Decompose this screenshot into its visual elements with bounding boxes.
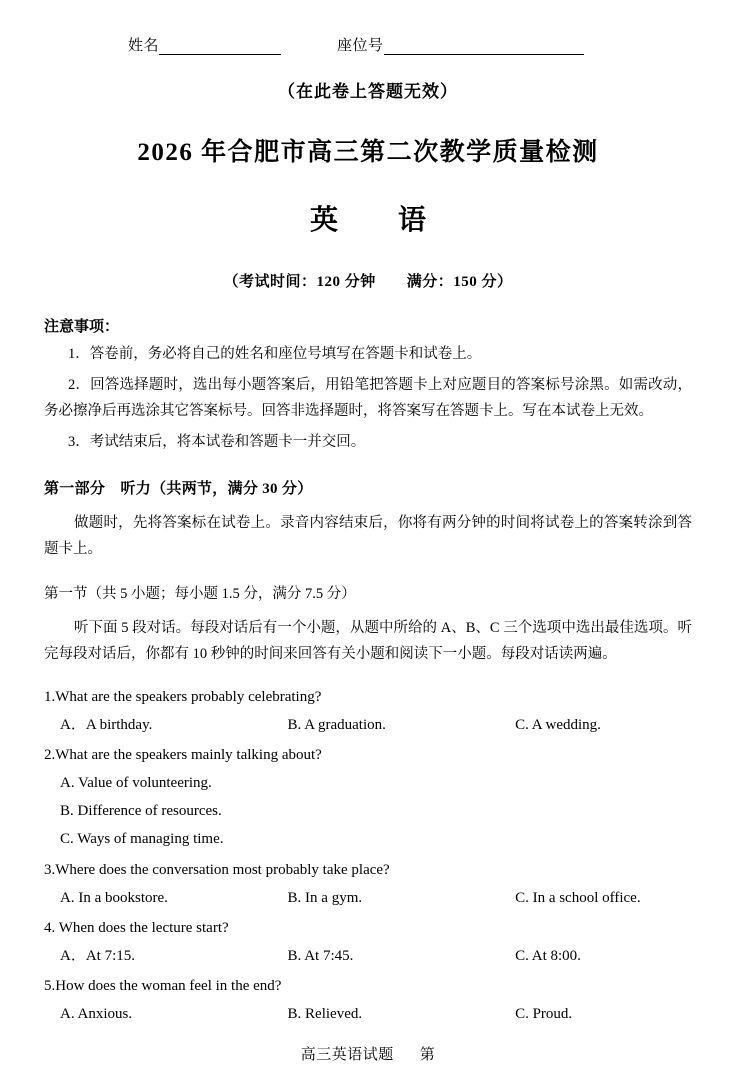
exam-info: （考试时间：120 分钟 满分：150 分）	[223, 274, 513, 290]
note-item: 1．答卷前，务必将自己的姓名和座位号填写在答题卡和试卷上。	[68, 346, 482, 362]
question-text	[44, 974, 692, 999]
option-b[interactable]: B. Difference of resources.	[60, 803, 222, 819]
option-a[interactable]: A．At 7:15.	[60, 948, 136, 964]
invalid-answer-notice: （在此卷上答题无效）	[278, 82, 458, 101]
question-number: 2.	[44, 747, 56, 763]
note-item: 3．考试结束后，将本试卷和答题卡一并交回。	[68, 434, 366, 450]
question-options	[44, 886, 692, 910]
option-a[interactable]: A. Anxious.	[60, 1006, 133, 1022]
question-body: When does the lecture start?	[55, 920, 229, 936]
name-blank[interactable]	[159, 41, 281, 55]
name-field	[128, 34, 281, 55]
note-item: 2．回答选择题时，选出每小题答案后，用铅笔把答题卡上对应题目的答案标号涂黑。如需改动，务必擦净后再选涂其它答案标号。回答非选择题时，将答案写在答题卡上。写在本试卷上无效。	[44, 377, 692, 419]
footer-title: 高三英语试题	[300, 1047, 394, 1063]
option-c[interactable]: C. A wedding.	[515, 717, 601, 733]
option-b[interactable]: B. Relieved.	[287, 1006, 363, 1022]
option-c[interactable]: C. In a school office.	[515, 890, 641, 906]
option-c[interactable]: C. Proud.	[515, 1006, 573, 1022]
subject-title: 英 语	[309, 205, 442, 236]
part-one-title: 第一部分 听力（共两节，满分 30 分）	[44, 481, 313, 497]
option-c[interactable]: C. At 8:00.	[515, 948, 581, 964]
question-text	[44, 685, 692, 710]
question-item	[44, 743, 692, 852]
question-number: 3.	[44, 862, 56, 878]
question-item	[44, 974, 692, 1026]
notes-title: 注意事项：	[44, 319, 120, 335]
question-text	[44, 743, 692, 768]
page-title: 2026 年合肥市高三第二次教学质量检测	[137, 139, 599, 166]
question-options	[44, 771, 692, 852]
section-one-intro: 听下面 5 段对话。每段对话后有一个小题，从题中所给的 A、B、C 三个选项中选出最佳选项。听完每段对话后，你都有 10 秒钟的时间来回答有关小题和阅读下一小题。每段对话读两遍。	[44, 620, 692, 662]
page-footer	[0, 1043, 736, 1064]
question-list	[44, 685, 692, 1026]
question-item	[44, 916, 692, 968]
footer-page-number: 第	[419, 1047, 436, 1063]
question-item	[44, 685, 692, 737]
option-c[interactable]: C. Ways of managing time.	[60, 831, 224, 847]
option-b[interactable]: B. A graduation.	[287, 717, 386, 733]
seat-field	[337, 34, 584, 55]
option-a[interactable]: A. In a bookstore.	[60, 890, 168, 906]
seat-blank[interactable]	[384, 41, 584, 55]
part-one-intro: 做题时，先将答案标在试卷上。录音内容结束后，你将有两分钟的时间将试卷上的答案转涂到答题卡上。	[44, 515, 692, 557]
question-options	[44, 713, 692, 737]
question-number: 1.	[44, 689, 56, 705]
question-body: What are the speakers mainly talking about?	[55, 747, 322, 763]
question-options	[44, 1002, 692, 1026]
seat-label: 座位号	[337, 38, 384, 54]
option-b[interactable]: B. At 7:45.	[287, 948, 354, 964]
question-number: 5.	[44, 978, 56, 994]
option-a[interactable]: A．A birthday.	[60, 717, 153, 733]
question-text	[44, 916, 692, 941]
student-id-line	[128, 34, 692, 55]
question-number: 4.	[44, 920, 56, 936]
question-body: How does the woman feel in the end?	[55, 978, 282, 994]
option-a[interactable]: A. Value of volunteering.	[60, 775, 212, 791]
question-item	[44, 858, 692, 910]
name-label: 姓名	[128, 38, 160, 54]
option-b[interactable]: B. In a gym.	[287, 890, 363, 906]
question-options	[44, 944, 692, 968]
question-text	[44, 858, 692, 883]
question-body: What are the speakers probably celebrating?	[55, 689, 322, 705]
section-one-title: 第一节（共 5 小题；每小题 1.5 分，满分 7.5 分）	[44, 586, 356, 602]
question-body: Where does the conversation most probably take place?	[55, 862, 390, 878]
